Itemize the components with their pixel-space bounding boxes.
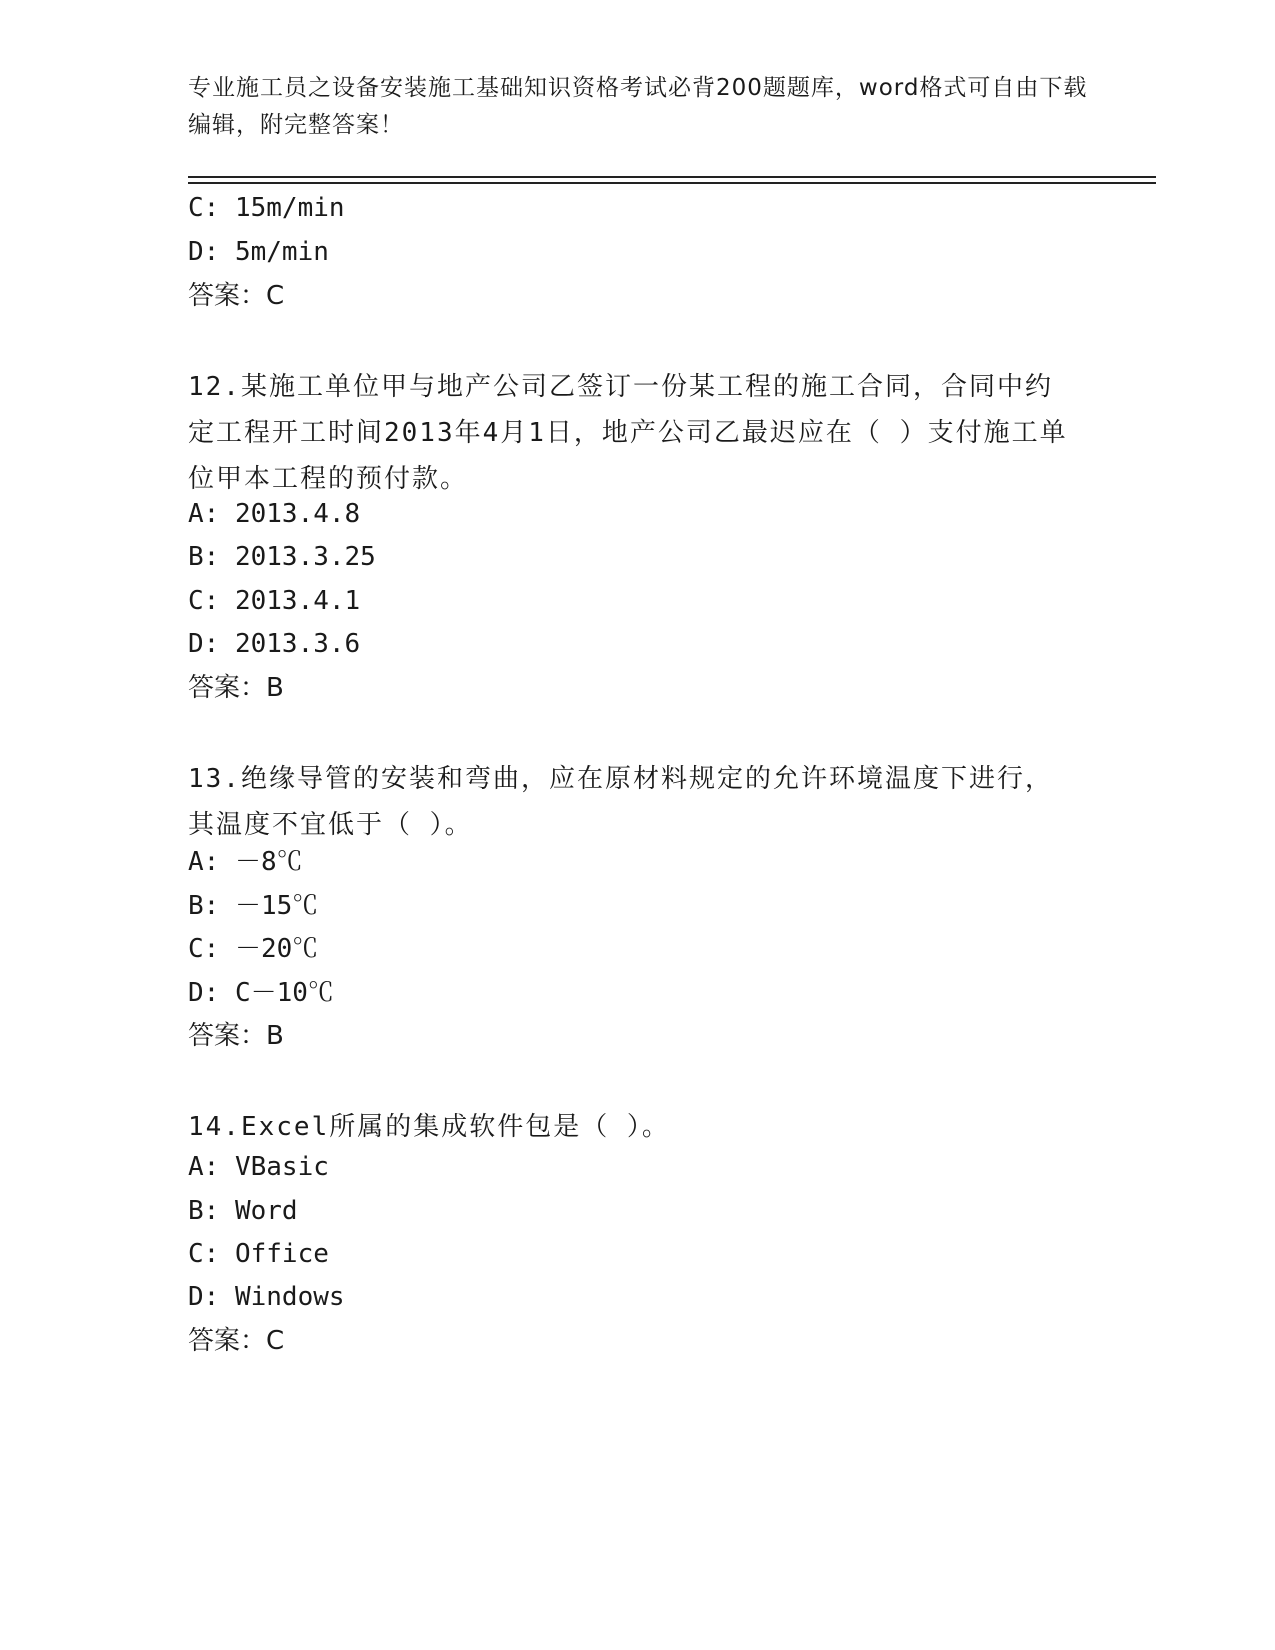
header-divider-top xyxy=(188,176,1156,178)
question-13-option-a: A: －8℃ xyxy=(188,847,303,877)
question-13-option-c: C: －20℃ xyxy=(188,934,319,964)
question-14-option-d: D: Windows xyxy=(188,1282,345,1312)
question-14-option-c: C: Office xyxy=(188,1239,329,1269)
option-d: D: 5m/min xyxy=(188,237,329,267)
question-13-text: 13.绝缘导管的安装和弯曲，应在原材料规定的允许环境温度下进行，其温度不宜低于（ ）。 xyxy=(188,764,1053,840)
question-12-option-a: A: 2013.4.8 xyxy=(188,499,361,529)
question-13-option-b: B: －15℃ xyxy=(188,891,319,921)
question-14-text: 14.Excel所属的集成软件包是（ ）。 xyxy=(188,1112,670,1142)
question-14-option-a: A: VBasic xyxy=(188,1152,329,1182)
question-12-option-c: C: 2013.4.1 xyxy=(188,586,361,616)
question-13-answer: 答案：B xyxy=(188,1021,284,1051)
question-13-option-d: D: C－10℃ xyxy=(188,978,334,1008)
question-12-text: 12.某施工单位甲与地产公司乙签订一份某工程的施工合同，合同中约定工程开工时间2013年4月1日，地产公司乙最迟应在（ ）支付施工单位甲本工程的预付款。 xyxy=(188,372,1068,494)
question-12-option-d: D: 2013.3.6 xyxy=(188,629,361,659)
document-header: 专业施工员之设备安装施工基础知识资格考试必背200题题库，word格式可自由下载编辑，附完整答案！ xyxy=(188,75,1088,138)
question-14-option-b: B: Word xyxy=(188,1196,298,1226)
answer-line: 答案：C xyxy=(188,281,285,311)
option-c: C: 15m/min xyxy=(188,193,345,223)
question-12-option-b: B: 2013.3.25 xyxy=(188,542,376,572)
question-14-answer: 答案：C xyxy=(188,1326,285,1356)
question-12-answer: 答案：B xyxy=(188,673,284,703)
header-divider-bottom xyxy=(188,182,1156,184)
